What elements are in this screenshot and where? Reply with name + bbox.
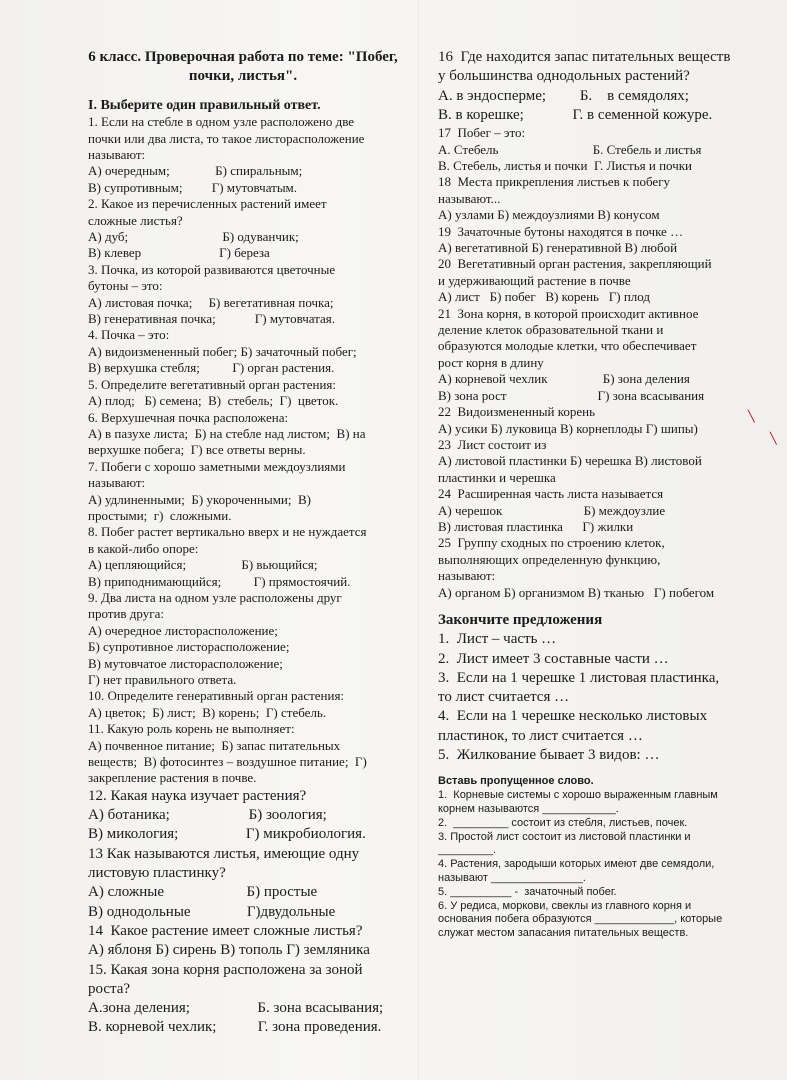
- text-line: 8. Побег растет вертикально вверх и не нуждается: [88, 524, 367, 540]
- text-line: _________.: [438, 844, 497, 857]
- text-line: А) видоизмененный побег; Б) зачаточный побег;: [88, 343, 357, 359]
- text-line: А. в эндосперме; Б. в семядолях;: [438, 87, 689, 104]
- text-line: В) однодольные Г)двудольные: [88, 903, 336, 920]
- text-line: А) яблоня Б) сирень В) тополь Г) земляника: [88, 942, 370, 959]
- text-line: А) листовая почка; Б) вегетативная почка;: [88, 294, 334, 310]
- text-line: А) плод; Б) семена; В) стебель; Г) цветок.: [88, 393, 339, 409]
- text-line: В) приподнимающийся; Г) прямостоячий.: [88, 573, 351, 589]
- text-line: А) цветок; Б) лист; В) корень; Г) стебель.: [88, 704, 327, 720]
- text-line: 17 Побег – это:: [438, 125, 526, 141]
- text-line: называют...: [438, 190, 501, 206]
- text-line: и удерживающий растение в почве: [438, 272, 631, 288]
- text-line: А) узлами Б) междоузлиями В) конусом: [438, 207, 660, 223]
- text-line: 1. Лист – часть …: [438, 631, 557, 648]
- text-line: В) листовая пластинка Г) жилки: [438, 518, 634, 534]
- text-line: бутоны – это:: [88, 278, 163, 294]
- section-heading: I. Выберите один правильный ответ.: [88, 97, 321, 113]
- text-line: В. в корешке; Г. в семенной кожуре.: [438, 106, 713, 123]
- text-line: простыми; г) сложными.: [88, 507, 232, 523]
- text-line: рост корня в длину: [438, 354, 544, 370]
- text-line: А. Стебель Б. Стебель и листья: [438, 141, 702, 157]
- text-line: А) усики Б) луковица В) корнеплоды Г) шипы): [438, 420, 698, 436]
- text-line: 10. Определите генеративный орган растения:: [88, 688, 345, 704]
- questions-1-11: [88, 114, 398, 787]
- text-line: А) листовой пластинки Б) черешка В) листовой: [438, 453, 702, 469]
- text-line: В) зона рост Г) зона всасывания: [438, 387, 705, 403]
- text-line: 3. Почка, из которой развиваются цветочные: [88, 261, 336, 277]
- text-line: 4. Если на 1 черешке несколько листовых: [438, 708, 708, 725]
- text-line: почки или два листа, то такое листорасположение: [88, 130, 365, 146]
- text-line: В) супротивным; Г) мутовчатым.: [88, 179, 298, 195]
- text-line: А) цепляющийся; Б) вьющийся;: [88, 557, 318, 573]
- text-line: А) очередным; Б) спиральным;: [88, 163, 303, 179]
- text-line: деление клеток образовательной ткани и: [438, 322, 664, 338]
- text-line: 22 Видоизмененный корень: [438, 404, 596, 420]
- text-line: веществ; В) фотосинтез – воздушное питание; Г): [88, 754, 367, 770]
- text-line: Б) супротивное листорасположение;: [88, 639, 290, 655]
- text-line: 6. Верхушечная почка расположена:: [88, 409, 289, 425]
- text-line: 5. Жилкование бывает 3 видов: …: [438, 747, 660, 764]
- text-line: 1. Если на стебле в одном узле расположено две: [88, 114, 355, 130]
- text-line: 6. У редиса, моркови, свеклы из главного корня и: [438, 899, 692, 912]
- left-column: [88, 48, 398, 1038]
- pen-mark: ╲: [770, 433, 777, 445]
- text-line: пластинки и черешка: [438, 469, 556, 485]
- text-line: основания побега образуются _____________, которые: [438, 913, 723, 926]
- text-line: 19 Зачаточные бутоны находятся в почке …: [438, 223, 684, 239]
- text-line: А) лист Б) побег В) корень Г) плод: [438, 289, 650, 305]
- text-line: 2. Лист имеет 3 составные части …: [438, 650, 669, 667]
- text-line: А) дуб; Б) одуванчик;: [88, 229, 299, 245]
- title-line: почки, листья".: [188, 68, 298, 85]
- text-line: 7. Побеги с хорошо заметными междоузлиями: [88, 458, 346, 474]
- text-line: В) мутовчатое листорасположение;: [88, 655, 283, 671]
- text-line: В) генеративная почка; Г) мутовчатая.: [88, 311, 336, 327]
- text-line: 18 Места прикрепления листьев к побегу: [438, 174, 671, 190]
- text-line: А) удлиненными; Б) укороченными; В): [88, 491, 311, 507]
- text-line: А) вегетативной Б) генеративной В) любой: [438, 240, 678, 256]
- text-line: 2. _________ состоит из стебля, листьев, почек.: [438, 816, 688, 829]
- text-line: А) корневой чехлик Б) зона деления: [438, 371, 690, 387]
- right-column: [438, 48, 756, 941]
- text-line: А.зона деления; Б. зона всасывания;: [88, 1000, 384, 1017]
- text-line: служат местом запасания питательных веществ.: [438, 927, 689, 940]
- text-line: В. корневой чехлик; Г. зона проведения.: [88, 1019, 382, 1036]
- text-line: корнем называются ____________.: [438, 802, 619, 815]
- text-line: 3. Простой лист состоит из листовой пластинки и: [438, 830, 691, 843]
- text-line: Г) нет правильного ответа.: [88, 672, 237, 687]
- text-line: в какой-либо опоре:: [88, 540, 199, 556]
- text-line: В. Стебель, листья и почки Г. Листья и почки: [438, 158, 693, 173]
- pen-mark: ╲: [748, 411, 755, 423]
- text-line: 4. Растения, зародыши которых имеют две семядоли,: [438, 858, 715, 871]
- text-line: называют:: [88, 475, 146, 491]
- questions-17-25: [438, 125, 756, 601]
- title-line: 6 класс. Проверочная работа по теме: "Побег,: [88, 49, 398, 65]
- text-line: верхушке побега; Г) все ответы верны.: [88, 442, 306, 458]
- text-line: А) очередное листорасположение;: [88, 622, 278, 638]
- text-line: А) ботаника; Б) зоология;: [88, 807, 327, 824]
- text-line: образуются молодые клетки, что обеспечивает: [438, 338, 697, 354]
- text-line: 21 Зона корня, в которой происходит активное: [438, 305, 699, 321]
- text-line: 1. Корневые системы с хорошо выраженным главным: [438, 789, 718, 802]
- text-line: А) сложные Б) простые: [88, 884, 318, 901]
- text-line: у большинства однодольных растений?: [438, 68, 690, 85]
- section-heading: Закончите предложения: [438, 611, 603, 628]
- section-heading: Вставь пропущенное слово.: [438, 775, 594, 788]
- text-line: А) в пазухе листа; Б) на стебле над листом; В) на: [88, 425, 366, 441]
- text-line: листовую пластинку?: [88, 865, 226, 882]
- question-16: [438, 48, 756, 125]
- finish-sentences: [438, 630, 756, 765]
- text-line: 20 Вегетативный орган растения, закрепляющий: [438, 256, 712, 272]
- text-line: 12. Какая наука изучает растения?: [88, 787, 307, 804]
- text-line: А) органом Б) организмом В) тканью Г) побегом: [438, 584, 715, 600]
- text-line: 9. Два листа на одном узле расположены друг: [88, 589, 342, 605]
- text-line: называют _______________.: [438, 871, 586, 884]
- text-line: 5. Определите вегетативный орган растения:: [88, 376, 336, 392]
- text-line: 25 Группу сходных по строению клеток,: [438, 535, 665, 551]
- fill-in-words: [438, 789, 756, 941]
- text-line: 3. Если на 1 черешке 1 листовая пластинка,: [438, 669, 720, 686]
- text-line: пластинок, то лист считается …: [438, 727, 643, 744]
- text-line: А) почвенное питание; Б) запас питательных: [88, 737, 341, 753]
- text-line: то лист считается …: [438, 689, 570, 706]
- text-line: против друга:: [88, 606, 164, 622]
- text-line: закрепление растения в почве.: [88, 770, 257, 786]
- text-line: 5. __________ - зачаточный побег.: [438, 885, 617, 898]
- text-line: 24 Расширенная часть листа называется: [438, 486, 664, 502]
- text-line: В) верхушка стебля; Г) орган растения.: [88, 360, 335, 376]
- text-line: 4. Почка – это:: [88, 327, 170, 343]
- text-line: выполняющих определенную функцию,: [438, 551, 661, 567]
- text-line: В) клевер Г) береза: [88, 245, 270, 261]
- text-line: 2. Какое из перечисленных растений имеет: [88, 196, 327, 212]
- text-line: 13 Как называются листья, имеющие одну: [88, 845, 360, 862]
- text-line: роста?: [88, 980, 131, 997]
- paper-fold: [418, 0, 419, 1080]
- questions-12-15: [88, 787, 398, 1038]
- text-line: 23 Лист состоит из: [438, 436, 547, 452]
- text-line: 14 Какое растение имеет сложные листья?: [88, 922, 363, 939]
- text-line: называют:: [88, 147, 146, 162]
- text-line: сложные листья?: [88, 212, 183, 228]
- text-line: В) микология; Г) микробиология.: [88, 826, 366, 843]
- text-line: А) черешок Б) междоузлие: [438, 502, 666, 518]
- worksheet-title: [88, 48, 398, 87]
- text-line: называют:: [438, 568, 496, 584]
- text-line: 15. Какая зона корня расположена за зоной: [88, 961, 363, 978]
- text-line: 16 Где находится запас питательных веществ: [438, 49, 731, 65]
- text-line: 11. Какую роль корень не выполняет:: [88, 721, 295, 737]
